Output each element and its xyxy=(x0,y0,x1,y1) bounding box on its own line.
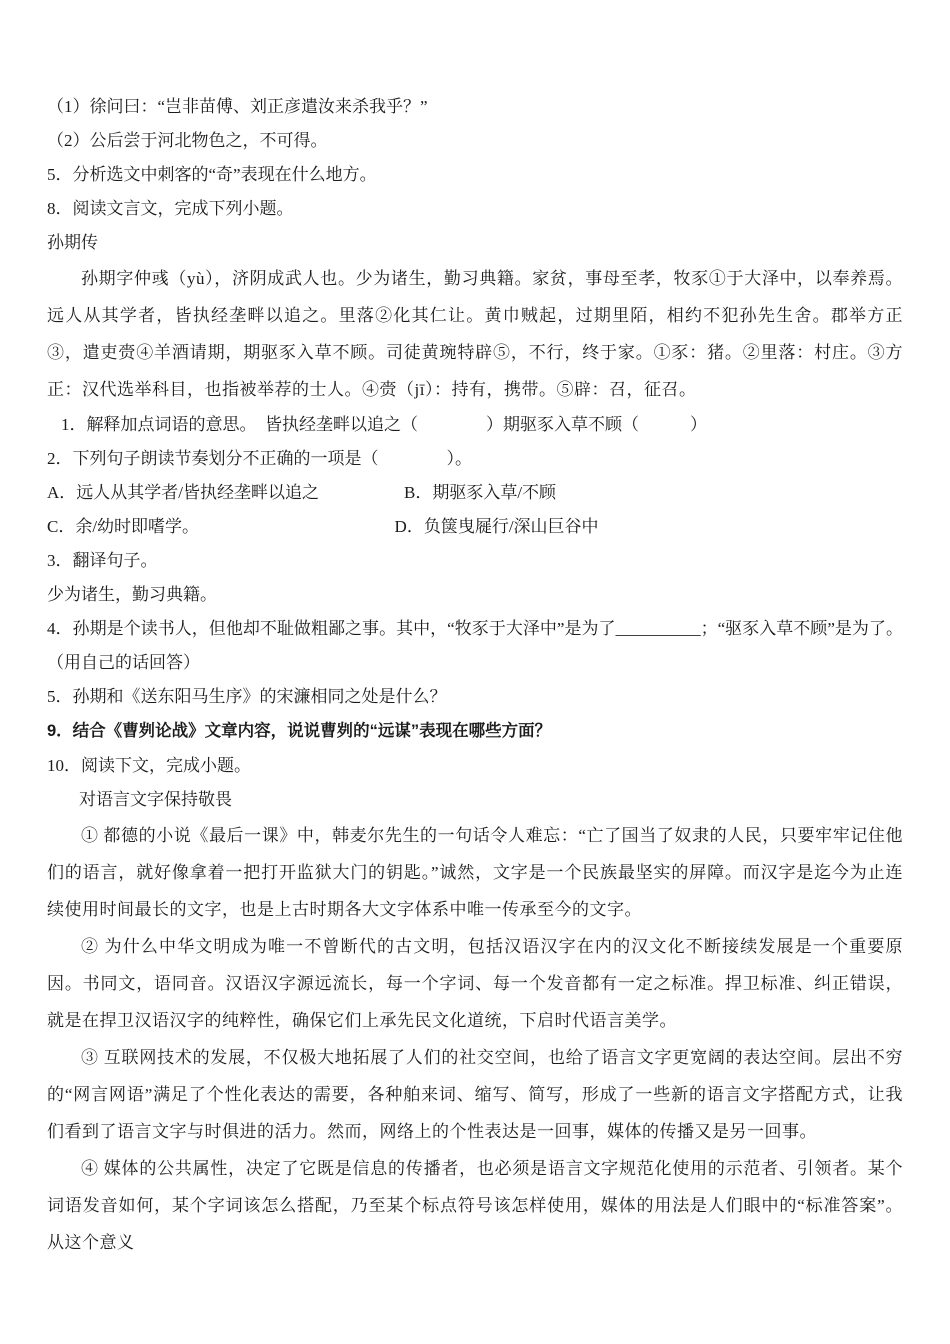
paragraph: ④ 媒体的公共属性，决定了它既是信息的传播者，也必须是语言文字规范化使用的示范者、引领者。某个词语发音如何，某个字词该怎么搭配，乃至某个标点符号该怎样使用，媒体的用法是人们眼中的“标准答案”。从这个意义 xyxy=(47,1159,903,1252)
text-line: 孙期传 xyxy=(47,233,98,252)
text-line: 1．解释加点词语的意思。 皆执经垄畔以追之（ ）期驱豕入草不顾（ ） xyxy=(61,415,707,434)
text-line: A．远人从其学者/皆执经垄畔以追之 B．期驱豕入草/不顾 xyxy=(47,483,557,502)
paragraph: ① 都德的小说《最后一课》中，韩麦尔先生的一句话令人难忘：“亡了国当了奴隶的人民，只要牢牢记住他们的语言，就好像拿着一把打开监狱大门的钥匙。”诚然，文字是一个民族最坚实的屏障。而汉字是迄今为止连续使用时间最长的文字，也是上古时期各大文字体系中唯一传承至今的文字。 xyxy=(47,826,903,919)
text-line: 对语言文字保持敬畏 xyxy=(79,790,232,809)
text-line: 9．结合《曹刿论战》文章内容，说说曹刿的“远谋”表现在哪些方面？ xyxy=(47,722,552,740)
paragraph: 孙期字仲彧（yù），济阴成武人也。少为诸生，勤习典籍。家贫，事母至孝，牧豕①于大泽中，以奉养焉。远人从其学者，皆执经垄畔以追之。里落②化其仁让。黄巾贼起，过期里陌，相约不犯孙先生舍。郡举方正③，遣吏赍④羊酒请期，期驱豕入草不顾。司徒黄琬特辟⑤，不行，终于家。①豕：猪。②里落：村庄。③方正：汉代选举科目，也指被举荐的士人。④赍（jī）：持有，携带。⑤辟：召，征召。 xyxy=(47,269,903,399)
document-body xyxy=(47,90,903,1261)
text-line: 10．阅读下文，完成小题。 xyxy=(47,756,251,775)
text-line: 4．孙期是个读书人，但他却不耻做粗鄙之事。其中，“牧豕于大泽中”是为了__________；“驱豕入草不顾”是为了。（用自己的话回答） xyxy=(47,619,903,672)
text-line: （2）公后尝于河北物色之，不可得。 xyxy=(47,131,328,150)
text-line: 2．下列句子朗读节奏划分不正确的一项是（ ）。 xyxy=(47,449,472,468)
text-line: 8．阅读文言文，完成下列小题。 xyxy=(47,199,294,218)
text-line: 5．分析选文中刺客的“奇”表现在什么地方。 xyxy=(47,165,377,184)
paragraph: ③ 互联网技术的发展，不仅极大地拓展了人们的社交空间，也给了语言文字更宽阔的表达空间。层出不穷的“网言网语”满足了个性化表达的需要，各种舶来词、缩写、简写，形成了一些新的语言文字搭配方式，让我们看到了语言文字与时俱进的活力。然而，网络上的个性表达是一回事，媒体的传播又是另一回事。 xyxy=(47,1048,903,1141)
text-line: 3．翻译句子。 xyxy=(47,551,158,570)
text-line: 少为诸生，勤习典籍。 xyxy=(47,585,217,604)
text-line: （1）徐问曰：“岂非苗傅、刘正彦遣汝来杀我乎？” xyxy=(47,97,428,116)
text-line: 5．孙期和《送东阳马生序》的宋濂相同之处是什么？ xyxy=(47,687,447,706)
paragraph: ② 为什么中华文明成为唯一不曾断代的古文明，包括汉语汉字在内的汉文化不断接续发展是一个重要原因。书同文，语同音。汉语汉字源远流长，每一个字词、每一个发音都有一定之标准。捍卫标准、纠正错误，就是在捍卫汉语汉字的纯粹性，确保它们上承先民文化道统，下启时代语言美学。 xyxy=(47,937,903,1030)
text-line: C．余/幼时即嗜学。 D．负箧曳屣行/深山巨谷中 xyxy=(47,517,599,536)
